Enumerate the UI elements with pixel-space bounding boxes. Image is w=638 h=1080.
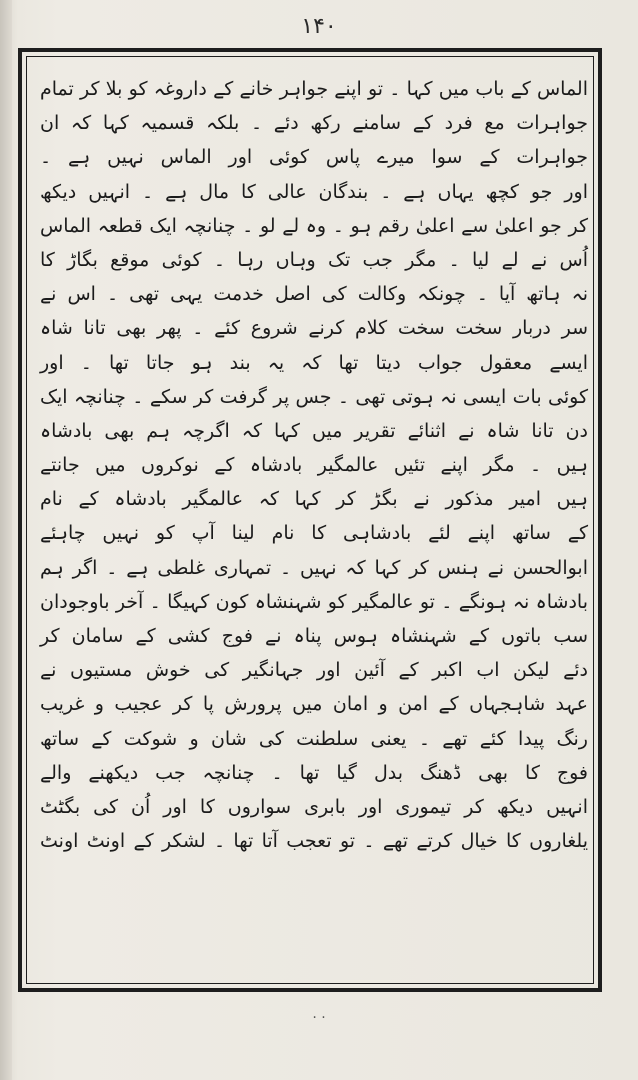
- book-spine-shadow: [0, 0, 12, 1080]
- text-line: اُس نے لے لیا ۔ مگر جب تک وہاں رہا ۔ کوئی موقع بگاڑ کا: [40, 248, 588, 271]
- text-line: کوئی بات ایسی نہ ہوتی تھی ۔ جس پر گرفت کر سکے ۔ چنانچہ ایک: [40, 385, 588, 408]
- text-line: الماس کے باب میں کہا ۔ تو اپنے جواہر خانے کے داروغہ کو بلا کر تمام: [40, 78, 588, 100]
- text-line: بادشاہ نہ ہونگے ۔ تو عالمگیر کو شہنشاہ کون کہیگا ۔ آخر باوجودان: [40, 590, 588, 613]
- text-line: ایسے معقول جواب دیتا تھا کہ یہ بند ہو جاتا تھا ۔ اور: [40, 351, 588, 374]
- text-line: ابوالحسن نے ہنس کر کہا کہ نہیں ۔ تمہاری غلطی ہے ۔ اگر ہم: [40, 556, 588, 579]
- text-line: رنگ پیدا کئے تھے ۔ یعنی سلطنت کی شان و شوکت کے ساتھ: [40, 727, 588, 750]
- text-line: اور جو کچھ یہاں ہے ۔ بندگان عالی کا مال ہے ۔ انہیں دیکھ: [40, 180, 588, 203]
- urdu-text-block: [34, 72, 594, 982]
- text-line: جواہرات کے سوا میرے پاس کوئی اور الماس نہیں ہے ۔: [40, 146, 588, 169]
- text-line: کے ساتھ اپنے لئے بادشاہی کا نام لینا آپ کو نہیں چاہئے: [40, 522, 588, 545]
- text-line: یلغاروں کا خیال کرتے تھے ۔ تو تعجب آتا تھا ۔ لشکر کے اونٹ اونٹ: [40, 830, 588, 853]
- text-line: انہیں دیکھ کر تیموری اور بابری سواروں کا اور اُن کی بگٹٹ: [40, 795, 588, 818]
- text-line: ہیں ۔ مگر اپنے تئیں عالمگیر بادشاہ کے نوکروں میں جانتے: [40, 454, 588, 477]
- text-line: نہ ہاتھ آیا ۔ چونکہ وکالت کی اصل خدمت یہی تھی ۔ اس نے: [40, 283, 588, 306]
- text-line: ہیں امیر مذکور نے بگڑ کر کہا کہ عالمگیر بادشاہ کے نام: [40, 488, 588, 511]
- text-line: عہد شاہجہاں کے امن و امان میں پرورش پا کر عجیب و غریب: [40, 693, 588, 716]
- text-line: جواہرات مع فرد کے سامنے رکھ دئے ۔ بلکہ قسمیہ کہا کہ ان: [40, 112, 588, 135]
- text-line: فوج کا بھی ڈھنگ بدل گیا تھا ۔ چنانچہ جب دیکھنے والے: [40, 761, 588, 784]
- text-line: سب باتوں کے شہنشاہ ہوس پناہ نے فوج کشی کے سامان کر: [40, 625, 588, 647]
- text-line: سر دربار سخت سخت کلام کرنے شروع کئے ۔ پھر بھی تانا شاہ: [40, 317, 588, 340]
- page-number: ۱۴۰: [301, 14, 337, 39]
- footer-marks: · ·: [312, 1010, 326, 1026]
- text-line: دئے لیکن اب اکبر کے آئین اور جہانگیر کی خوش مستیوں نے: [40, 659, 588, 682]
- text-line: دن تانا شاہ نے اثنائے تقریر میں کہا کہ اگرچہ ہم بھی بادشاہ: [40, 419, 588, 442]
- text-line: کر جو اعلیٰ سے اعلیٰ رقم ہو ۔ وہ لے لو ۔ چنانچہ ایک قطعہ الماس: [40, 214, 588, 237]
